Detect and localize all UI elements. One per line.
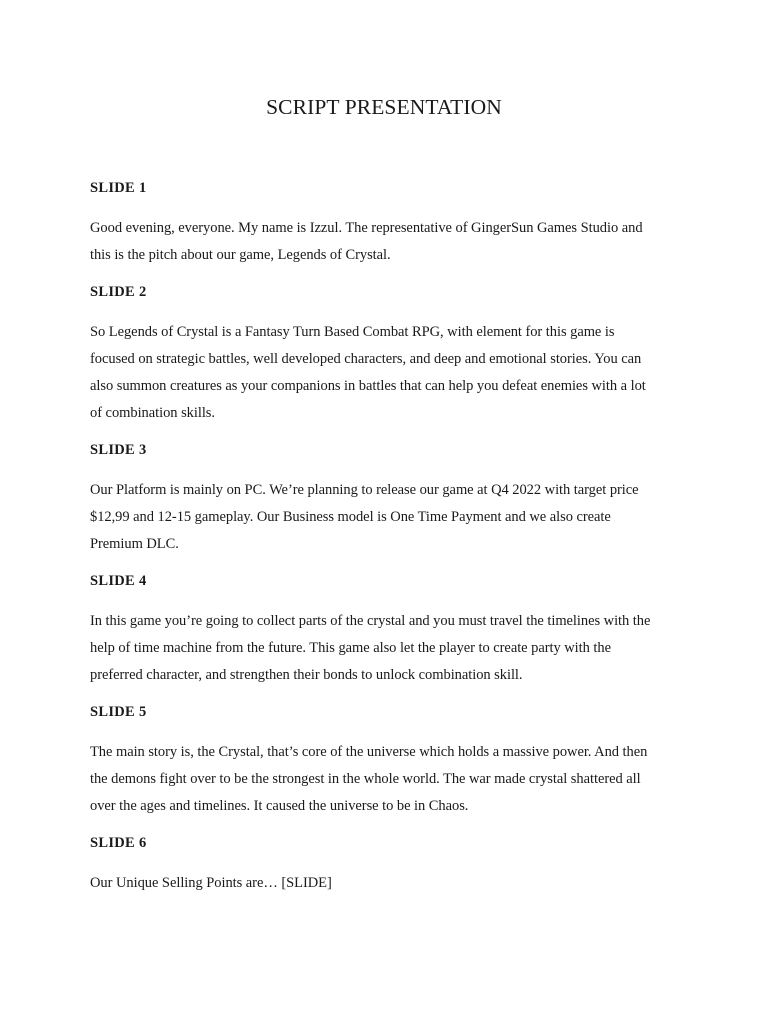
slide-paragraph	[90, 739, 690, 820]
paragraph-line: this is the pitch about our game, Legends of Crystal.	[90, 247, 391, 263]
slide-heading: SLIDE 5	[90, 704, 147, 720]
slide-section-6	[90, 833, 690, 897]
paragraph-line: Our Platform is mainly on PC. We’re planning to release our game at Q4 2022 with target price	[90, 482, 639, 498]
paragraph-line: $12,99 and 12-15 gameplay. Our Business model is One Time Payment and we also create	[90, 509, 611, 525]
slide-section-1	[90, 178, 690, 269]
slide-paragraph	[90, 477, 690, 558]
document-body	[90, 178, 690, 910]
slide-section-4	[90, 571, 690, 689]
slide-heading: SLIDE 1	[90, 180, 147, 196]
paragraph-line: Good evening, everyone. My name is Izzul. The representative of GingerSun Games Studio and	[90, 220, 643, 236]
slide-section-5	[90, 702, 690, 820]
paragraph-line: help of time machine from the future. This game also let the player to create party with the	[90, 640, 611, 656]
slide-heading: SLIDE 6	[90, 835, 147, 851]
slide-heading: SLIDE 4	[90, 573, 147, 589]
slide-paragraph	[90, 319, 690, 427]
paragraph-line: preferred character, and strengthen their bonds to unlock combination skill.	[90, 667, 523, 683]
slide-paragraph	[90, 608, 690, 689]
slide-section-3	[90, 440, 690, 558]
slide-heading: SLIDE 3	[90, 442, 147, 458]
slide-section-2	[90, 282, 690, 427]
paragraph-line: the demons fight over to be the strongest in the whole world. The war made crystal shattered all	[90, 771, 641, 787]
slide-paragraph	[90, 870, 690, 897]
slide-paragraph	[90, 215, 690, 269]
slide-heading: SLIDE 2	[90, 284, 147, 300]
paragraph-line: also summon creatures as your companions in battles that can help you defeat enemies with a lot	[90, 378, 646, 394]
paragraph-line: Our Unique Selling Points are… [SLIDE]	[90, 875, 332, 891]
paragraph-line: over the ages and timelines. It caused the universe to be in Chaos.	[90, 798, 469, 814]
paragraph-line: The main story is, the Crystal, that’s core of the universe which holds a massive power. And then	[90, 744, 648, 760]
paragraph-line: In this game you’re going to collect parts of the crystal and you must travel the timelines with the	[90, 613, 651, 629]
paragraph-line: So Legends of Crystal is a Fantasy Turn Based Combat RPG, with element for this game is	[90, 324, 615, 340]
paragraph-line: of combination skills.	[90, 405, 215, 421]
paragraph-line: Premium DLC.	[90, 536, 179, 552]
paragraph-line: focused on strategic battles, well developed characters, and deep and emotional stories. You can	[90, 351, 642, 367]
document-title: SCRIPT PRESENTATION	[266, 95, 502, 119]
